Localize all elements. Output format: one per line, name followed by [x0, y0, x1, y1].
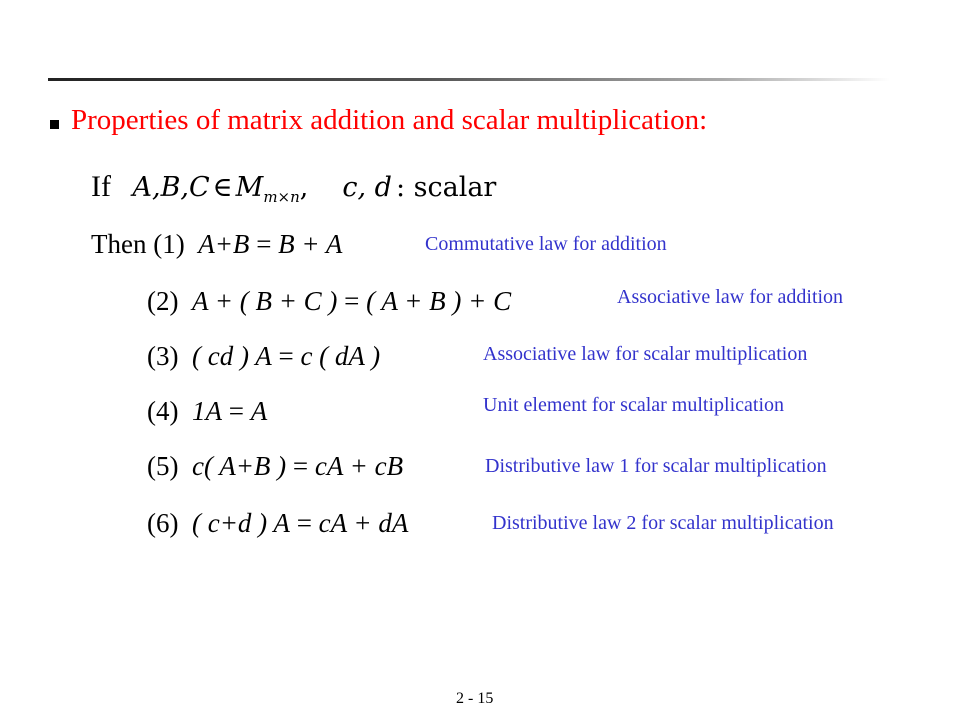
- property-number: (5): [147, 451, 179, 481]
- law-label-3: Associative law for scalar multiplication: [483, 343, 808, 365]
- property-3: [147, 341, 380, 372]
- property-rhs: c ( dA ): [300, 341, 381, 371]
- matrices: A,B,C: [132, 172, 210, 203]
- matrix-space: M: [235, 172, 264, 203]
- then-word: Then: [91, 229, 147, 259]
- property-2: [147, 286, 511, 317]
- equals-sign: =: [256, 229, 272, 259]
- equals-sign: =: [292, 451, 309, 481]
- property-lhs: c( A+B ): [191, 451, 287, 481]
- equals-sign: =: [278, 341, 294, 371]
- property-1: [91, 229, 342, 260]
- property-number: (3): [147, 341, 179, 371]
- law-label-2: Associative law for addition: [617, 286, 844, 308]
- equals-sign: =: [228, 396, 244, 426]
- member-of-symbol: ∈: [212, 172, 233, 203]
- property-5: [147, 451, 403, 482]
- title-rule: [48, 78, 890, 81]
- equals-sign: =: [296, 508, 312, 538]
- matrix-space-subscript: m×n: [263, 188, 300, 206]
- property-4: [147, 396, 267, 427]
- property-lhs: 1A: [191, 396, 222, 426]
- property-number: (1): [153, 229, 185, 259]
- if-word: If: [91, 170, 111, 203]
- page-number: 2 - 15: [456, 690, 494, 707]
- property-lhs: ( cd ) A: [191, 341, 272, 371]
- equals-sign: =: [344, 286, 360, 316]
- heading: Properties of matrix addition and scalar multiplication:: [71, 104, 708, 136]
- law-label-4: Unit element for scalar multiplication: [483, 394, 785, 416]
- property-6: [147, 508, 408, 539]
- condition-math: A,B,C ∈ $M_{m\times n}$, c, d : scalar: [132, 172, 497, 206]
- property-lhs: A + ( B + C ): [191, 286, 338, 316]
- property-rhs: ( A + B ) + C: [366, 286, 512, 316]
- property-number: (6): [147, 508, 179, 538]
- bullet-icon: [50, 120, 59, 129]
- property-rhs: cA + cB: [314, 451, 404, 481]
- property-number: (2): [147, 286, 179, 316]
- scalars: c, d: [342, 172, 392, 203]
- law-label-6: Distributive law 2 for scalar multiplication: [492, 512, 834, 534]
- scalar-label: : scalar: [395, 172, 497, 203]
- property-lhs: ( c+d ) A: [191, 508, 290, 538]
- property-number: (4): [147, 396, 179, 426]
- law-label-1: Commutative law for addition: [425, 233, 667, 255]
- law-label-5: Distributive law 1 for scalar multiplication: [485, 455, 827, 477]
- property-rhs: B + A: [278, 229, 343, 259]
- property-lhs: A+B: [198, 229, 250, 259]
- condition-line: [91, 170, 496, 206]
- property-rhs: A: [250, 396, 268, 426]
- property-rhs: cA + dA: [318, 508, 409, 538]
